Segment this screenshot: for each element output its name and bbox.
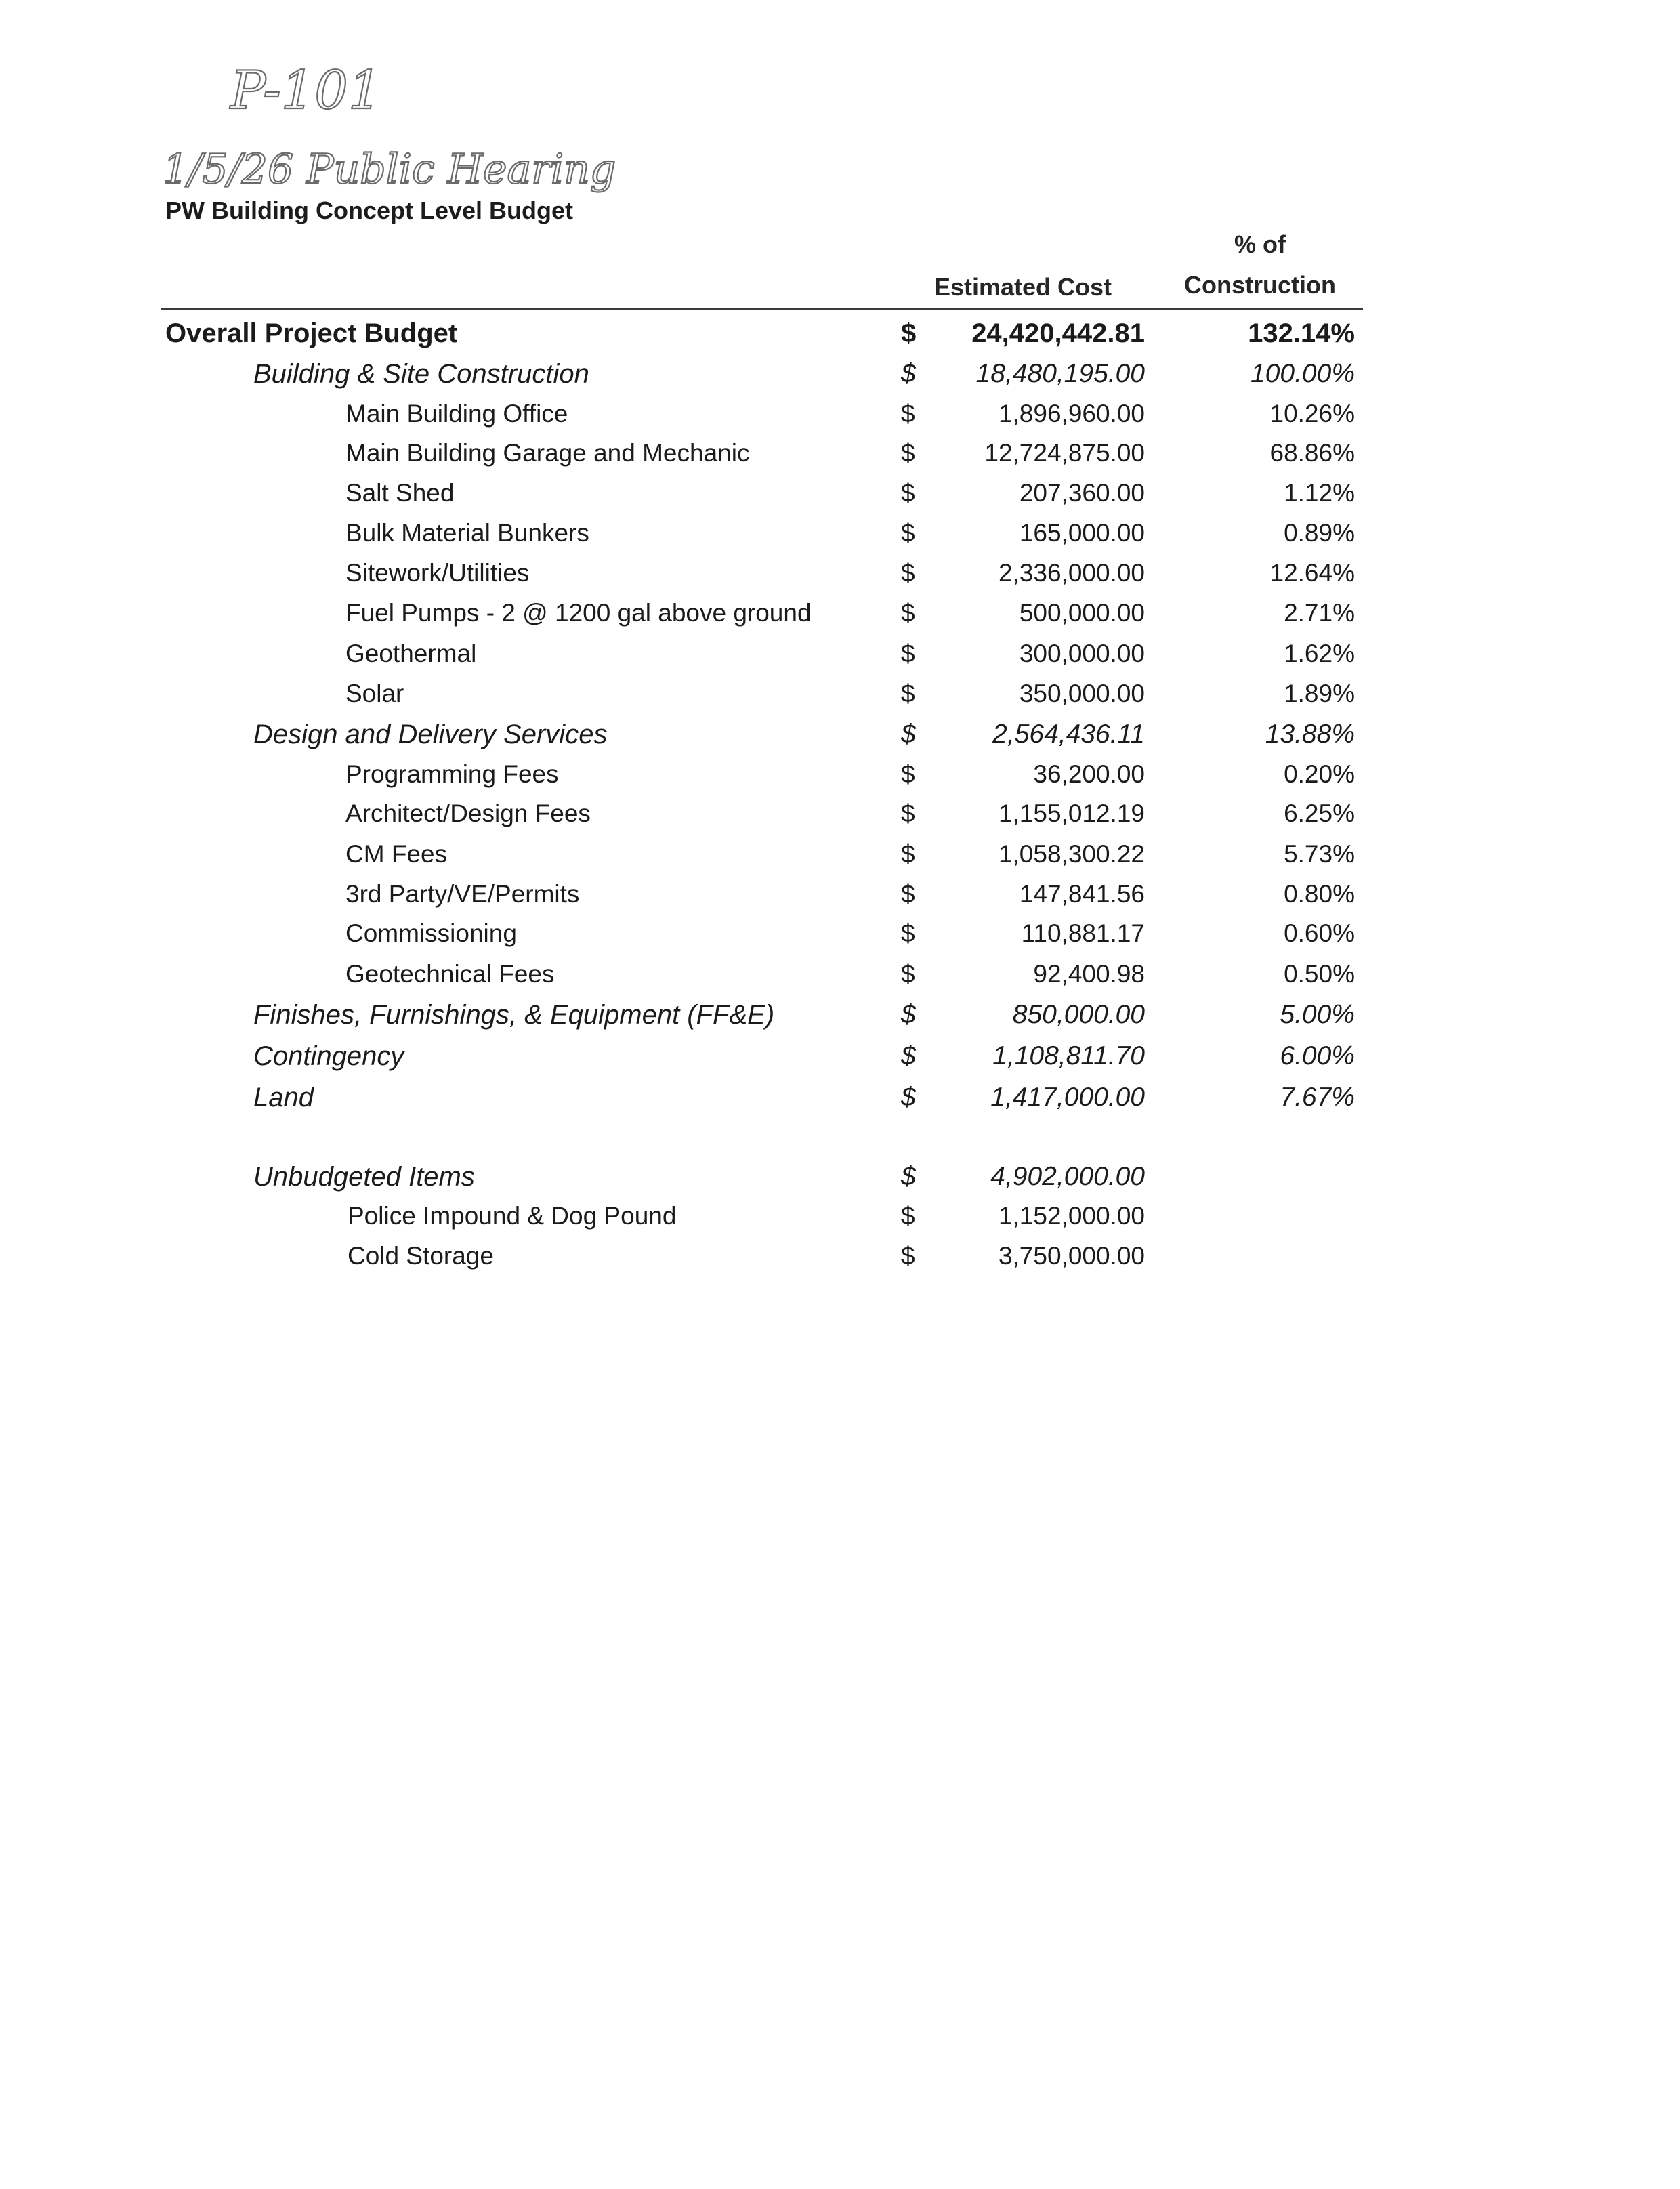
row-label: Cold Storage bbox=[348, 1242, 494, 1270]
pct-of-construction-value: 6.00% bbox=[1280, 1041, 1355, 1070]
pct-of-construction-value: 13.88% bbox=[1265, 720, 1355, 749]
dollar-sign: $ bbox=[901, 479, 915, 507]
table-row bbox=[0, 599, 1680, 637]
estimated-cost-value: 1,058,300.22 bbox=[998, 840, 1145, 868]
dollar-sign: $ bbox=[901, 359, 916, 388]
pct-of-construction-value: 5.73% bbox=[1284, 840, 1355, 868]
handwritten-note-line1: P-101 bbox=[230, 60, 382, 121]
pct-of-construction-header-line2: Construction bbox=[1184, 271, 1336, 299]
estimated-cost-value: 1,108,811.70 bbox=[992, 1041, 1145, 1070]
row-label: Overall Project Budget bbox=[165, 318, 458, 348]
dollar-sign: $ bbox=[901, 919, 915, 947]
row-label: Geotechnical Fees bbox=[345, 960, 555, 988]
row-label: Programming Fees bbox=[345, 760, 559, 788]
estimated-cost-header: Estimated Cost bbox=[933, 273, 1112, 301]
estimated-cost-value: 3,750,000.00 bbox=[998, 1242, 1145, 1270]
pct-of-construction-value: 5.00% bbox=[1280, 1000, 1355, 1029]
row-label: Commissioning bbox=[345, 919, 517, 947]
pct-of-construction-header-line1: % of bbox=[1234, 230, 1286, 258]
table-row bbox=[0, 960, 1680, 998]
estimated-cost-value: 147,841.56 bbox=[1019, 880, 1145, 908]
dollar-sign: $ bbox=[901, 559, 915, 587]
estimated-cost-value: 207,360.00 bbox=[1019, 479, 1145, 507]
estimated-cost-value: 2,564,436.11 bbox=[992, 720, 1145, 749]
row-label: Police Impound & Dog Pound bbox=[348, 1202, 677, 1230]
handwritten-note bbox=[149, 54, 759, 217]
dollar-sign: $ bbox=[901, 1041, 916, 1070]
dollar-sign: $ bbox=[901, 760, 915, 788]
pct-of-construction-value: 0.89% bbox=[1284, 519, 1355, 547]
table-row bbox=[0, 439, 1680, 477]
row-label: Design and Delivery Services bbox=[253, 720, 608, 749]
dollar-sign: $ bbox=[901, 1162, 916, 1191]
pct-of-construction-value: 0.80% bbox=[1284, 880, 1355, 908]
estimated-cost-value: 2,336,000.00 bbox=[998, 559, 1145, 587]
estimated-cost-value: 1,152,000.00 bbox=[998, 1202, 1145, 1230]
dollar-sign: $ bbox=[901, 318, 917, 348]
estimated-cost-value: 1,155,012.19 bbox=[998, 799, 1145, 827]
estimated-cost-value: 18,480,195.00 bbox=[975, 359, 1145, 388]
estimated-cost-value: 500,000.00 bbox=[1019, 599, 1145, 627]
pct-of-construction-value: 0.20% bbox=[1284, 760, 1355, 788]
row-label: Building & Site Construction bbox=[253, 359, 589, 389]
dollar-sign: $ bbox=[901, 680, 915, 707]
table-row bbox=[0, 1162, 1680, 1200]
table-row bbox=[0, 1202, 1680, 1240]
estimated-cost-value: 1,896,960.00 bbox=[998, 400, 1145, 428]
estimated-cost-value: 1,417,000.00 bbox=[990, 1083, 1145, 1112]
row-label: 3rd Party/VE/Permits bbox=[345, 880, 580, 908]
table-row bbox=[0, 919, 1680, 957]
dollar-sign: $ bbox=[901, 1000, 916, 1029]
table-row bbox=[0, 680, 1680, 717]
table-row bbox=[0, 1000, 1680, 1038]
table-row bbox=[0, 840, 1680, 878]
pct-of-construction-value: 1.62% bbox=[1284, 640, 1355, 667]
pct-of-construction-value: 6.25% bbox=[1284, 799, 1355, 827]
row-label: Fuel Pumps - 2 @ 1200 gal above ground bbox=[345, 599, 812, 627]
table-row bbox=[0, 640, 1680, 677]
pct-of-construction-value: 10.26% bbox=[1269, 400, 1355, 428]
dollar-sign: $ bbox=[901, 400, 915, 428]
pct-of-construction-value: 0.60% bbox=[1284, 919, 1355, 947]
estimated-cost-value: 850,000.00 bbox=[1012, 1000, 1145, 1029]
pct-of-construction-value: 1.12% bbox=[1284, 479, 1355, 507]
header-rule bbox=[161, 308, 1363, 310]
table-row bbox=[0, 559, 1680, 597]
handwritten-note-line2: 1/5/26 Public Hearing bbox=[163, 146, 616, 193]
pct-of-construction-value: 68.86% bbox=[1269, 439, 1355, 467]
table-row bbox=[0, 799, 1680, 837]
table-row bbox=[0, 479, 1680, 517]
pct-of-construction-value: 132.14% bbox=[1248, 318, 1355, 348]
dollar-sign: $ bbox=[901, 640, 915, 667]
pct-of-construction-value: 7.67% bbox=[1280, 1083, 1355, 1112]
estimated-cost-value: 300,000.00 bbox=[1019, 640, 1145, 667]
row-label: Land bbox=[253, 1083, 314, 1112]
dollar-sign: $ bbox=[901, 960, 915, 988]
dollar-sign: $ bbox=[901, 599, 915, 627]
table-row bbox=[0, 1041, 1680, 1079]
pct-of-construction-value: 0.50% bbox=[1284, 960, 1355, 988]
pct-of-construction-value: 12.64% bbox=[1269, 559, 1355, 587]
estimated-cost-value: 4,902,000.00 bbox=[990, 1162, 1145, 1191]
table-row bbox=[0, 720, 1680, 757]
dollar-sign: $ bbox=[901, 439, 915, 467]
row-label: Contingency bbox=[253, 1041, 404, 1071]
dollar-sign: $ bbox=[901, 880, 915, 908]
estimated-cost-value: 350,000.00 bbox=[1019, 680, 1145, 707]
table-row bbox=[0, 760, 1680, 798]
row-label: Bulk Material Bunkers bbox=[345, 519, 589, 547]
table-row bbox=[0, 359, 1680, 397]
table-row bbox=[0, 1083, 1680, 1121]
table-row bbox=[0, 519, 1680, 557]
dollar-sign: $ bbox=[901, 799, 915, 827]
estimated-cost-value: 165,000.00 bbox=[1019, 519, 1145, 547]
dollar-sign: $ bbox=[901, 1202, 915, 1230]
pct-of-construction-value: 100.00% bbox=[1251, 359, 1355, 388]
dollar-sign: $ bbox=[901, 1242, 915, 1270]
row-label: Sitework/Utilities bbox=[345, 559, 530, 587]
row-label: Geothermal bbox=[345, 640, 477, 667]
estimated-cost-value: 12,724,875.00 bbox=[984, 439, 1145, 467]
row-label: CM Fees bbox=[345, 840, 448, 868]
table-row bbox=[0, 880, 1680, 918]
pct-of-construction-value: 2.71% bbox=[1284, 599, 1355, 627]
row-label: Finishes, Furnishings, & Equipment (FF&E) bbox=[253, 1000, 775, 1030]
pct-of-construction-value: 1.89% bbox=[1284, 680, 1355, 707]
document-title: PW Building Concept Level Budget bbox=[165, 196, 573, 224]
table-row bbox=[0, 400, 1680, 438]
dollar-sign: $ bbox=[901, 840, 915, 868]
row-label: Architect/Design Fees bbox=[345, 799, 591, 827]
estimated-cost-value: 110,881.17 bbox=[1021, 919, 1145, 947]
estimated-cost-value: 92,400.98 bbox=[1033, 960, 1145, 988]
row-label: Salt Shed bbox=[345, 479, 455, 507]
dollar-sign: $ bbox=[901, 519, 915, 547]
dollar-sign: $ bbox=[901, 1083, 916, 1112]
table-row bbox=[0, 318, 1680, 356]
row-label: Solar bbox=[345, 680, 404, 707]
dollar-sign: $ bbox=[901, 720, 916, 749]
estimated-cost-value: 24,420,442.81 bbox=[971, 318, 1145, 348]
row-label: Main Building Office bbox=[345, 400, 568, 428]
row-label: Main Building Garage and Mechanic bbox=[345, 439, 750, 467]
estimated-cost-value: 36,200.00 bbox=[1033, 760, 1145, 788]
table-row bbox=[0, 1242, 1680, 1280]
row-label: Unbudgeted Items bbox=[253, 1162, 475, 1192]
